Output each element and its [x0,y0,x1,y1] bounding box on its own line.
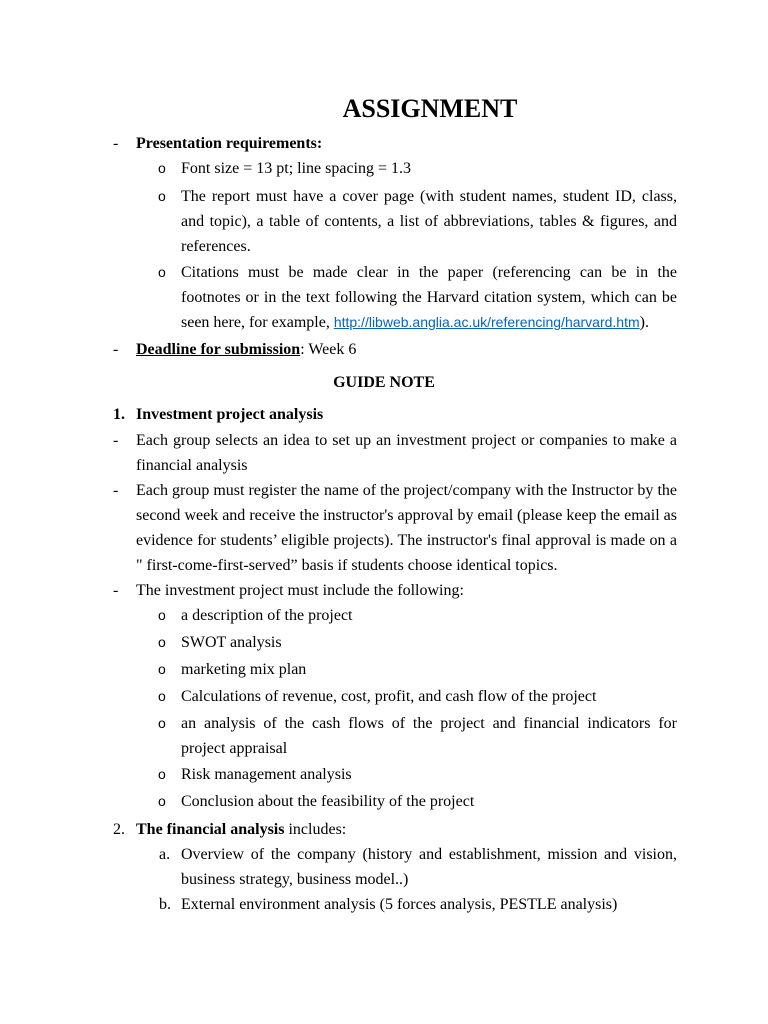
section2-heading-bold: The financial analysis [136,821,285,838]
section2-item-overview: Overview of the company (history and establishment, mission and vision, business strategy, business model..) [181,846,677,888]
section2-heading-rest: includes: [284,821,347,838]
presentation-heading: Presentation requirements: [136,135,323,152]
section2-heading [136,817,346,842]
sub-item-cashflow: an analysis of the cash flows of the project and financial indicators for project appraisal [181,715,677,757]
sub-item-calculations: Calculations of revenue, cost, profit, and cash flow of the project [181,688,597,705]
section2-item-external: External environment analysis (5 forces analysis, PESTLE analysis) [181,896,618,913]
presentation-item-cover: The report must have a cover page (with student names, student ID, class, and topic), a table of contents, a list of abbreviations, tables & figures, and references. [181,188,677,255]
dash-marker: - [113,341,119,358]
bullet-o: o [158,793,166,809]
sub-item-conclusion: Conclusion about the feasibility of the project [181,793,475,810]
citations-suffix: ). [639,314,649,331]
sub-item-swot: SWOT analysis [181,634,282,651]
dash-marker: - [113,135,119,152]
presentation-item-citations [181,260,677,335]
bullet-o: o [158,264,166,280]
deadline-value: : Week 6 [300,341,357,358]
section-number: 1. [113,406,125,423]
bullet-o: o [158,188,166,204]
bullet-o: o [158,607,166,623]
harvard-link[interactable]: http://libweb.anglia.ac.uk/referencing/harvard.htm [333,314,640,330]
page-title: ASSIGNMENT [342,94,518,123]
bullet-o: o [158,766,166,782]
section1-item-register: Each group must register the name of the project/company with the Instructor by the second week and receive the instructor's approval by email (please keep the email as evidence for students’ eligible projects). The instructor's final approval is made on a " first-come-first-served” basis if students choose identical topics. [136,482,677,574]
list-marker: a. [159,846,171,863]
guide-note-title: GUIDE NOTE [333,374,435,391]
section1-heading: Investment project analysis [136,406,324,423]
section1-item-include: The investment project must include the following: [136,582,464,599]
citations-text: Citations must be made clear in the paper (referencing can be in the footnotes or in the text following the Harvard citation system, which can be seen here, for example, [181,264,677,331]
bullet-o: o [158,160,166,176]
list-marker: b. [159,896,171,913]
section-number: 2. [113,821,125,838]
bullet-o: o [158,634,166,650]
sub-item-marketing: marketing mix plan [181,661,307,678]
bullet-o: o [158,688,166,704]
deadline-line [136,337,356,362]
section1-item-idea: Each group selects an idea to set up an investment project or companies to make a financial analysis [136,432,677,474]
presentation-item-font: Font size = 13 pt; line spacing = 1.3 [181,160,412,177]
deadline-label: Deadline for submission [136,341,301,358]
bullet-o: o [158,661,166,677]
dash-marker: - [113,582,119,599]
dash-marker: - [113,482,119,499]
bullet-o: o [158,715,166,731]
sub-item-description: a description of the project [181,607,353,624]
sub-item-risk: Risk management analysis [181,766,352,783]
dash-marker: - [113,432,119,449]
